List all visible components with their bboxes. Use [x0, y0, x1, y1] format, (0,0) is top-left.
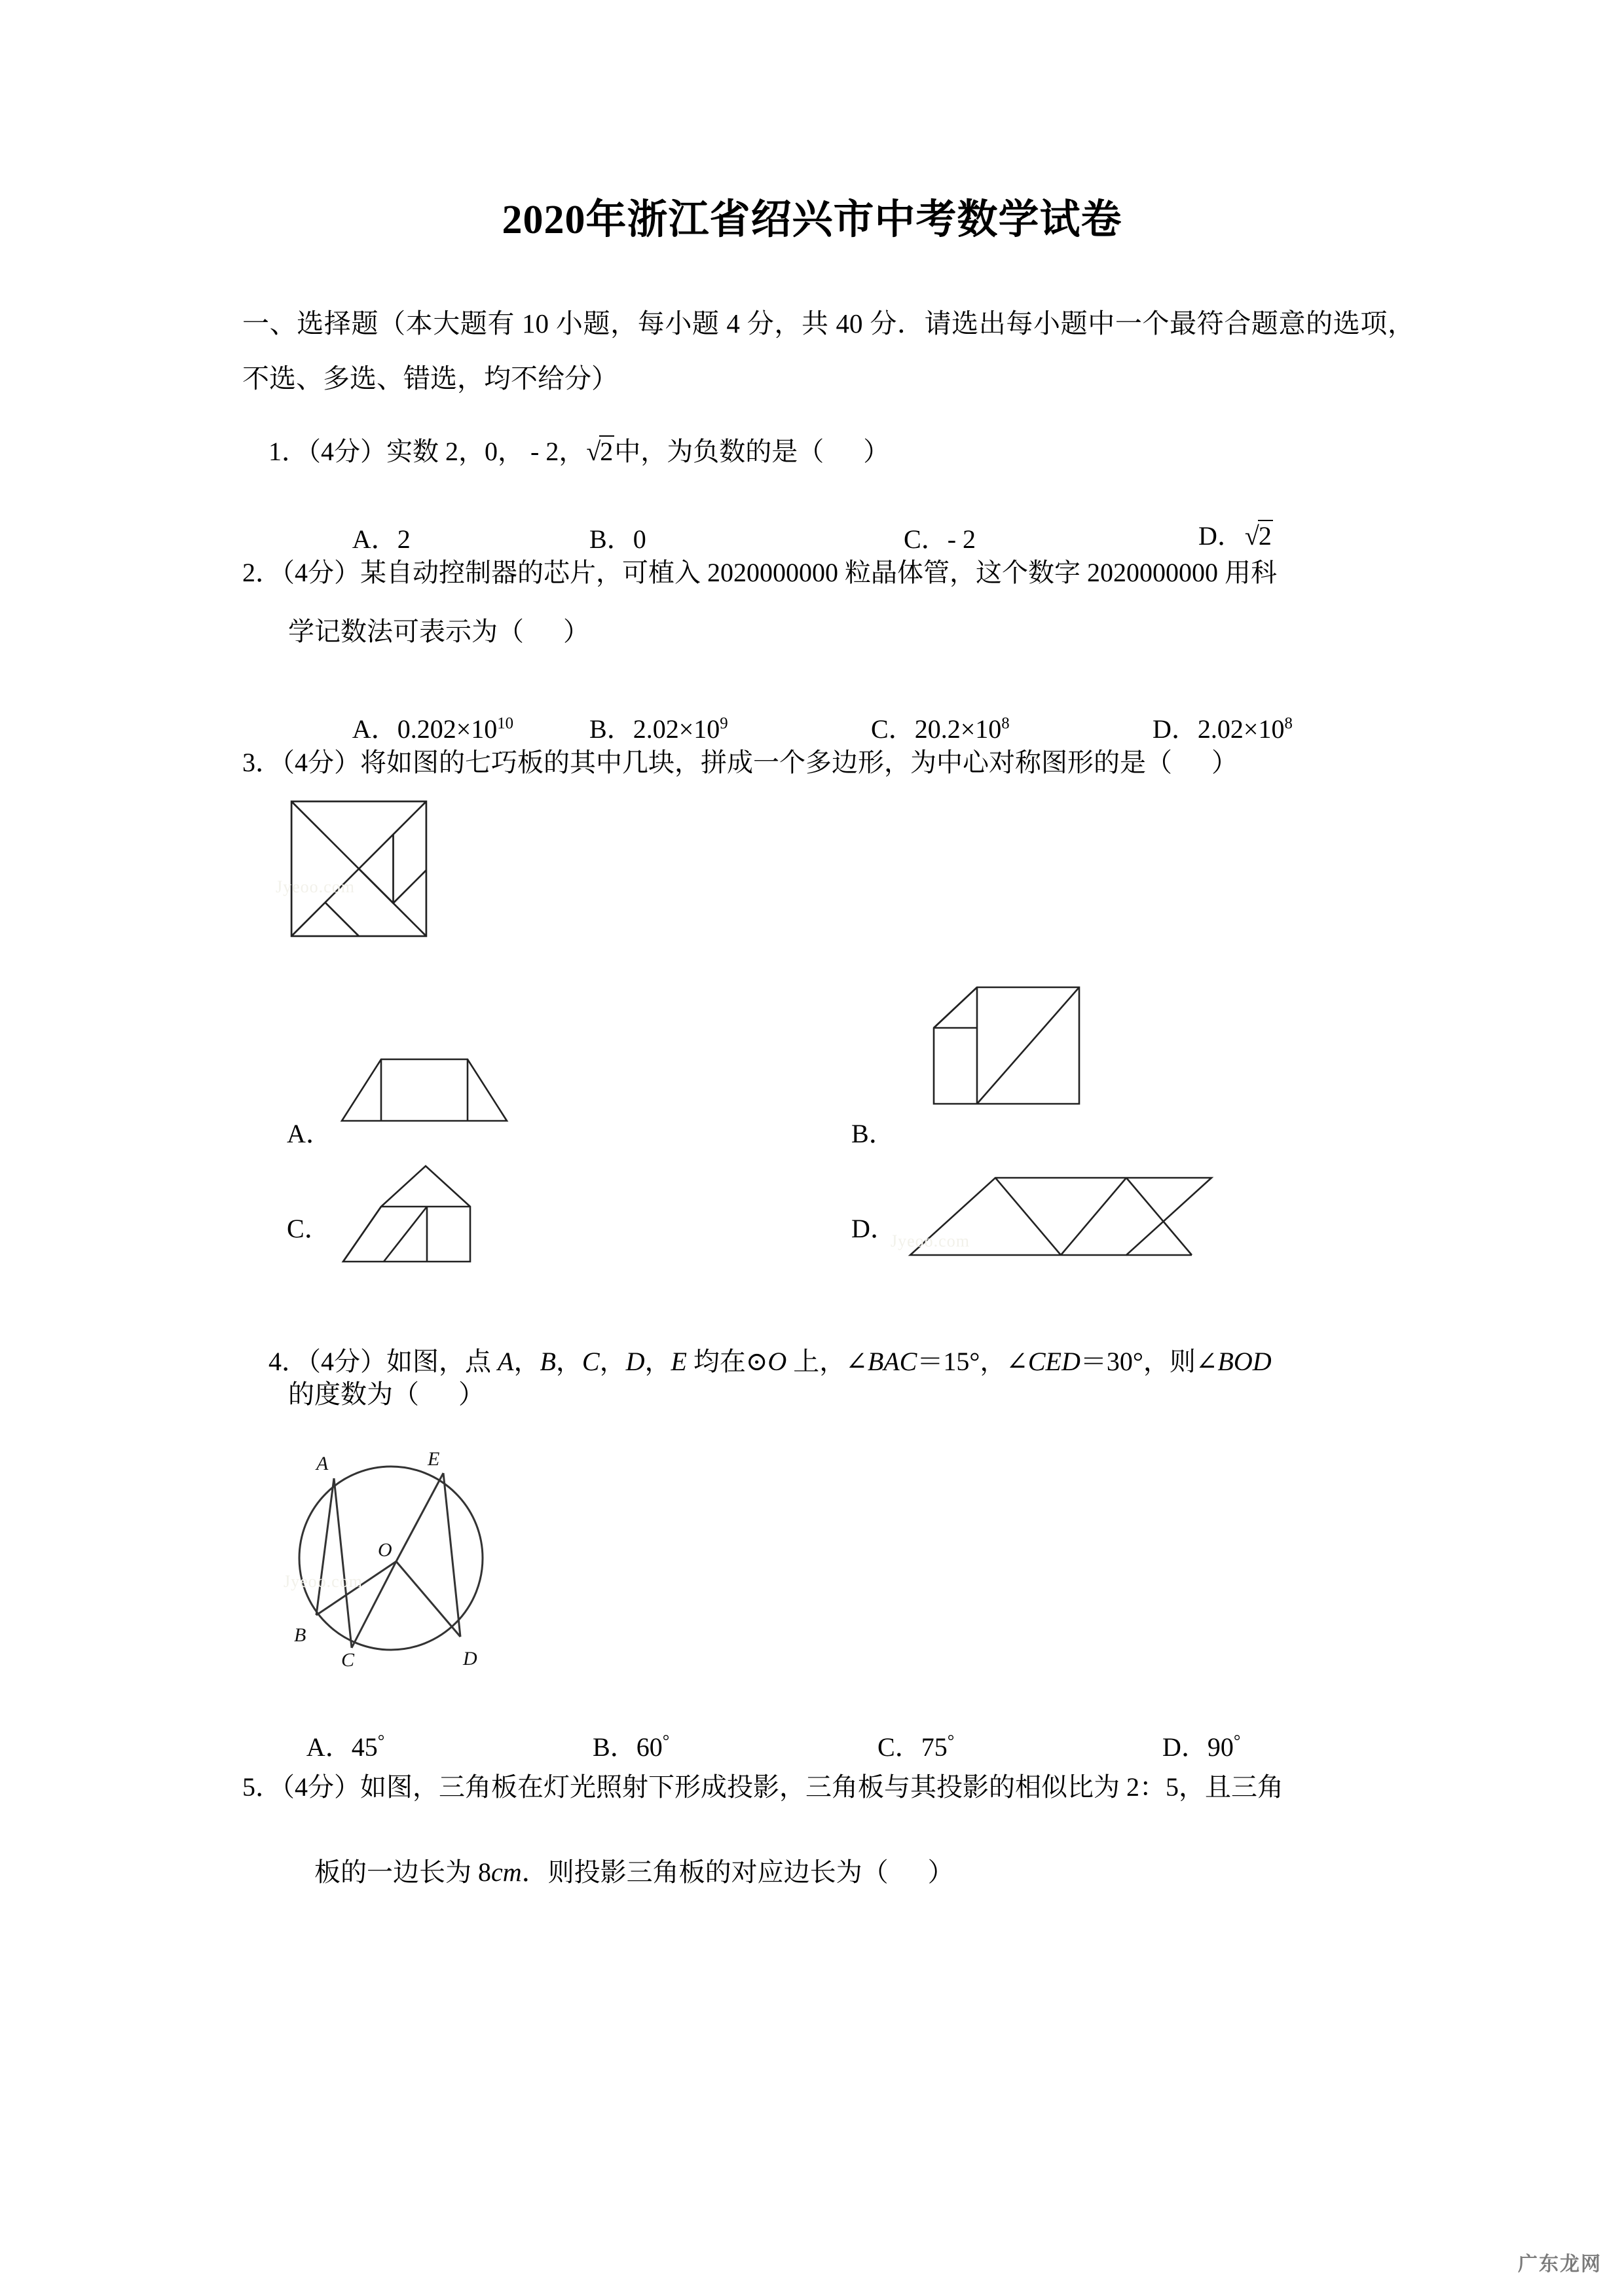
- q3-option-b-shape[interactable]: [897, 975, 1087, 1120]
- circle-label-B: B: [294, 1624, 306, 1646]
- tangram-square-figure: [276, 800, 428, 938]
- q4-option-b-unit: °: [662, 1730, 670, 1751]
- q4-option-b-value: 60: [636, 1732, 663, 1762]
- q2-option-a-label: A．: [352, 714, 397, 744]
- circle-label-E: E: [428, 1448, 440, 1470]
- q4-option-d-unit: °: [1233, 1730, 1241, 1751]
- q1-option-a-label: A．: [352, 524, 397, 554]
- q4-option-c-label: C．: [877, 1732, 921, 1762]
- circle-geometry-figure: [278, 1444, 504, 1669]
- q4-pt-b: B: [540, 1347, 556, 1376]
- q4-pt-e: E: [671, 1347, 687, 1376]
- q5-line2-unit: cm: [491, 1857, 522, 1887]
- q1-option-c-label: C．: [904, 524, 948, 554]
- q1-option-a-text: 2: [397, 524, 411, 554]
- q2-option-d-mantissa: 2.02×10: [1197, 714, 1285, 744]
- q4-angle-ced: CED: [1027, 1347, 1080, 1376]
- q4-t8: ，: [644, 1347, 671, 1376]
- site-watermark: 广东龙网: [1518, 2253, 1602, 2276]
- q1-option-c-text: - 2: [947, 524, 976, 554]
- q4-t12: 上，∠: [786, 1347, 868, 1376]
- q4-option-a-value: 45: [351, 1732, 378, 1762]
- figure-watermark: Jyeoo.com: [276, 877, 355, 896]
- figure-watermark: Jyeoo.com: [891, 1231, 970, 1250]
- section-heading: [242, 296, 1414, 406]
- q4-t14: ＝15°，∠: [917, 1347, 1028, 1376]
- q2-option-a-mantissa: 0.202×10: [397, 714, 498, 744]
- q2-option-a-exponent: 10: [497, 714, 514, 733]
- q5-line2-pre: 板的一边长为 8: [314, 1857, 491, 1887]
- q2-option-b-mantissa: 2.02×10: [633, 714, 720, 744]
- q4-t6: ，: [599, 1347, 626, 1376]
- q4-option-a-label: A．: [306, 1732, 352, 1762]
- q4-option-d-label: D．: [1162, 1732, 1208, 1762]
- q4-option-c-value: 75: [921, 1732, 948, 1762]
- question-5-line-1: 5．（4分）如图，三角板在灯光照射下形成投影，三角板与其投影的相似比为 2：5，且三角: [242, 1772, 1283, 1802]
- circle-label-C: C: [341, 1649, 355, 1669]
- q4-angle-bod: BOD: [1217, 1347, 1272, 1376]
- question-3-line-1: 3．（4分）将如图的七巧板的其中几块，拼成一个多边形，为中心对称图形的是（ ）: [242, 748, 1238, 777]
- question-1-stem-tail: 中，为负数的是（ ）: [614, 437, 890, 466]
- section-heading-text: 一、选择题（本大题有 10 小题，每小题 4 分，共 40 分．请选出每小题中一个最符合题意的选项，不选、多选、错选，均不给分）: [242, 308, 1414, 393]
- sqrt-2-option: √2: [1244, 521, 1272, 551]
- q2-option-c-mantissa: 20.2×10: [914, 714, 1002, 744]
- q3-option-a-label: A．: [287, 1119, 332, 1148]
- question-1-stem-head: 1．（4分）实数 2，0， - 2，: [268, 437, 585, 466]
- q1-option-b-text: 0: [633, 524, 646, 554]
- q2-option-d-exponent: 8: [1284, 714, 1293, 733]
- q4-t0: 4．（4分）如图，点: [268, 1347, 498, 1376]
- q5-line2-post: ．则投影三角板的对应边长为（ ）: [521, 1857, 954, 1887]
- question-1-stem: [242, 412, 889, 491]
- question-4-line-2: 的度数为（ ）: [288, 1379, 485, 1409]
- q3-option-d-shape[interactable]: [891, 1169, 1218, 1267]
- q4-angle-bac: BAC: [867, 1347, 917, 1376]
- q3-option-b-label: B．: [851, 1119, 895, 1148]
- q4-option-b-label: B．: [593, 1732, 637, 1762]
- q4-option-c-unit: °: [947, 1730, 955, 1751]
- q3-option-c-label: C．: [287, 1214, 331, 1243]
- sqrt-2-inline: √2: [586, 437, 614, 466]
- circle-label-A: A: [316, 1453, 329, 1474]
- q4-pt-c: C: [581, 1347, 600, 1376]
- q4-t4: ，: [555, 1347, 582, 1376]
- figure-watermark: Jyeoo.com: [284, 1572, 363, 1591]
- q3-option-d-label: D．: [851, 1214, 896, 1243]
- q1-option-b-label: B．: [589, 524, 633, 554]
- q4-pt-o: O: [767, 1347, 787, 1376]
- question-2-line-1: 2．（4分）某自动控制器的芯片，可植入 2020000000 粒晶体管，这个数字 2020000000 用科: [242, 558, 1277, 587]
- circle-label-O: O: [378, 1539, 392, 1561]
- q2-option-d-label: D．: [1153, 714, 1198, 744]
- question-5-line-2: [288, 1833, 954, 1912]
- q4-t16: ＝30°，则∠: [1080, 1347, 1218, 1376]
- q3-option-c-shape[interactable]: [333, 1162, 523, 1273]
- q4-t2: ，: [513, 1347, 540, 1376]
- q4-option-a-unit: °: [377, 1730, 385, 1751]
- q1-option-d-label: D．: [1198, 521, 1244, 551]
- circle-label-D: D: [463, 1648, 477, 1669]
- q4-pt-d: D: [625, 1347, 645, 1376]
- q4-option-d-value: 90: [1207, 1732, 1234, 1762]
- page-title: 2020年浙江省绍兴市中考数学试卷: [502, 198, 1122, 242]
- q2-option-b-label: B．: [589, 714, 633, 744]
- q2-option-b-exponent: 9: [720, 714, 728, 733]
- question-2-line-2: 学记数法可表示为（ ）: [288, 617, 589, 646]
- q3-option-a-shape[interactable]: [333, 1041, 516, 1133]
- q4-pt-a: A: [498, 1347, 514, 1376]
- q2-option-c-label: C．: [871, 714, 915, 744]
- q2-option-c-exponent: 8: [1001, 714, 1010, 733]
- q4-t10: 均在⊙: [686, 1347, 768, 1376]
